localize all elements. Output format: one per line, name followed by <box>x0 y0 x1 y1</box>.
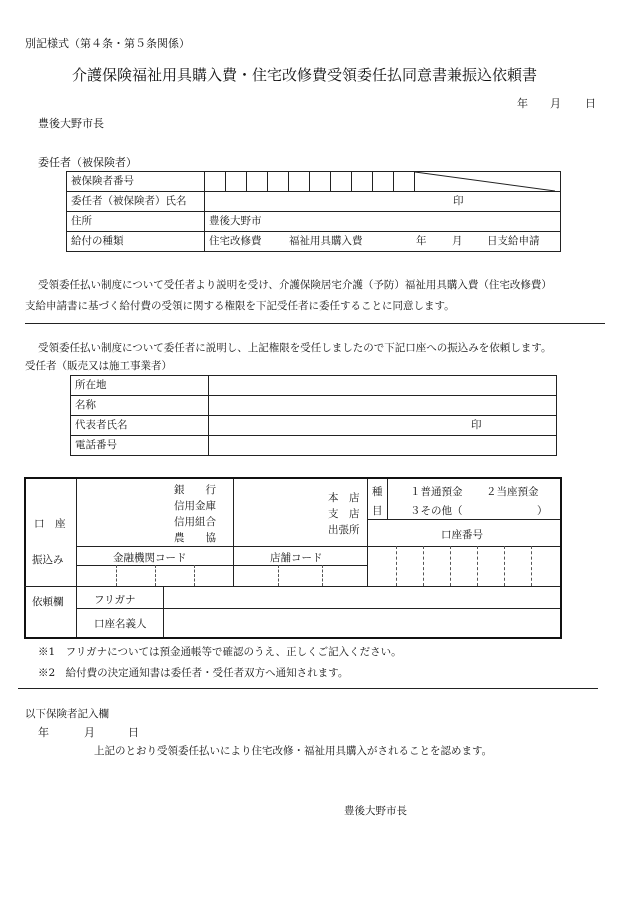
type-other[interactable]: ３その他（ <box>410 505 463 517</box>
delegatee-row <box>71 436 557 456</box>
representative-label: 代表者氏名 <box>71 416 209 436</box>
benefit-type-field[interactable] <box>205 232 561 252</box>
side-label-request: 依頼欄 <box>32 596 64 608</box>
institution-bank: 銀 行 <box>174 484 216 496</box>
bank-line <box>163 586 164 637</box>
address-label: 住所 <box>67 212 205 232</box>
date-day: 日 <box>585 97 596 110</box>
bank-line <box>76 546 367 547</box>
digit-separator <box>477 546 478 586</box>
date-year: 年 <box>517 97 528 110</box>
furigana-field[interactable] <box>165 588 557 607</box>
digit-separator <box>116 565 117 586</box>
institution-ja: 農 協 <box>174 532 216 544</box>
seal-mark: 印 <box>453 195 464 207</box>
company-name-field[interactable] <box>209 396 557 416</box>
account-type-label-2: 目 <box>372 505 383 517</box>
type-checking[interactable]: ２当座預金 <box>486 486 539 498</box>
bank-line <box>24 586 560 587</box>
delegator-name-row <box>67 192 561 212</box>
insured-number-label: 被保険者番号 <box>67 172 205 192</box>
benefit-year: 年 <box>416 235 427 247</box>
seal-mark: 印 <box>471 419 482 431</box>
account-type-label-1: 種 <box>372 486 383 498</box>
insurer-day: 日 <box>128 726 139 739</box>
digit-separator <box>278 565 279 586</box>
insured-number-field[interactable] <box>205 172 561 192</box>
form-reference: 別記様式（第４条・第５条関係） <box>25 37 190 50</box>
holder-field[interactable] <box>165 610 557 634</box>
insurer-signature: 豊後大野市長 <box>344 805 407 817</box>
delegator-table <box>66 171 561 252</box>
delegator-name-field[interactable] <box>205 192 561 212</box>
delegator-name-label: 委任者（被保険者）氏名 <box>67 192 205 212</box>
institution-credit-union: 信用組合 <box>174 516 216 528</box>
delegator-heading: 委任者（被保険者） <box>38 156 137 169</box>
side-label-account: 口 座 <box>34 518 66 530</box>
delegatee-row <box>71 376 557 396</box>
branch-office: 出張所 <box>328 524 360 536</box>
benefit-option-equipment[interactable]: 福祉用具購入費 <box>289 235 363 247</box>
institution-code-header: 金融機関コード <box>113 552 187 564</box>
benefit-type-label: 給付の種類 <box>67 232 205 252</box>
bank-line <box>76 479 77 637</box>
bank-line <box>367 479 368 586</box>
bank-line <box>233 479 234 586</box>
bank-line <box>76 608 560 609</box>
phone-label: 電話番号 <box>71 436 209 456</box>
bank-line <box>367 519 560 520</box>
consent-text-line-2: 支給申請書に基づく給付費の受領に関する権限を下記受任者に委任することに同意します。 <box>25 300 455 312</box>
representative-field[interactable] <box>209 416 557 436</box>
furigana-label: フリガナ <box>94 594 136 606</box>
benefit-tail: 日支給申請 <box>487 235 540 247</box>
divider-1 <box>25 323 605 324</box>
digit-separator <box>194 565 195 586</box>
address-field[interactable]: 豊後大野市 <box>205 212 561 232</box>
delegatee-row <box>71 416 557 436</box>
insurer-heading: 以下保険者記入欄 <box>25 708 109 720</box>
digit-separator <box>322 565 323 586</box>
addressee: 豊後大野市長 <box>38 117 104 130</box>
delegatee-heading: 受任者（販売又は施工事業者） <box>25 360 172 372</box>
bank-line <box>76 565 367 566</box>
digit-separator <box>531 546 532 586</box>
branch-branch: 支 店 <box>328 508 360 520</box>
digit-separator <box>450 546 451 586</box>
branch-code-header: 店舗コード <box>270 552 323 564</box>
side-label-transfer: 振込み <box>32 554 64 566</box>
note-2: ※2 給付費の決定通知書は委任者・受任者双方へ通知されます。 <box>38 667 349 679</box>
branch-head: 本 店 <box>328 492 360 504</box>
divider-2 <box>18 688 598 689</box>
insurer-statement: 上記のとおり受領委任払いにより住宅改修・福祉用具購入がされることを認めます。 <box>94 745 493 757</box>
bank-line <box>387 479 388 519</box>
date-month: 月 <box>550 97 561 110</box>
institution-shinkin: 信用金庫 <box>174 500 216 512</box>
type-other-close: ） <box>537 505 548 517</box>
delegatee-row <box>71 396 557 416</box>
page-title: 介護保険福祉用具購入費・住宅改修費受領委任払同意書兼振込依頼書 <box>72 66 538 84</box>
insurer-year: 年 <box>38 726 49 739</box>
holder-label: 口座名義人 <box>94 618 147 630</box>
benefit-option-housing[interactable]: 住宅改修費 <box>209 235 262 247</box>
insurer-month: 月 <box>84 726 95 739</box>
request-text: 受領委任払い制度について委任者に説明し、上記権限を受任しましたので下記口座への振込みを依頼します。 <box>38 342 552 354</box>
benefit-month: 月 <box>452 235 463 247</box>
benefit-type-row <box>67 232 561 252</box>
phone-field[interactable] <box>209 436 557 456</box>
company-name-label: 名称 <box>71 396 209 416</box>
location-field[interactable] <box>209 376 557 396</box>
delegatee-table <box>70 375 557 456</box>
consent-text-line-1: 受領委任払い制度について受任者より説明を受け、介護保険居宅介護（予防）福祉用具購入費（住宅改修費） <box>38 279 552 291</box>
digit-separator <box>504 546 505 586</box>
account-number-header: 口座番号 <box>441 529 483 541</box>
digit-separator <box>423 546 424 586</box>
digit-separator <box>396 546 397 586</box>
location-label: 所在地 <box>71 376 209 396</box>
insured-number-row <box>67 172 561 192</box>
note-1: ※1 フリガナについては預金通帳等で確認のうえ、正しくご記入ください。 <box>38 646 402 658</box>
address-row <box>67 212 561 232</box>
strike-diagonal <box>415 172 555 191</box>
digit-separator <box>155 565 156 586</box>
type-ordinary[interactable]: １普通預金 <box>410 486 463 498</box>
